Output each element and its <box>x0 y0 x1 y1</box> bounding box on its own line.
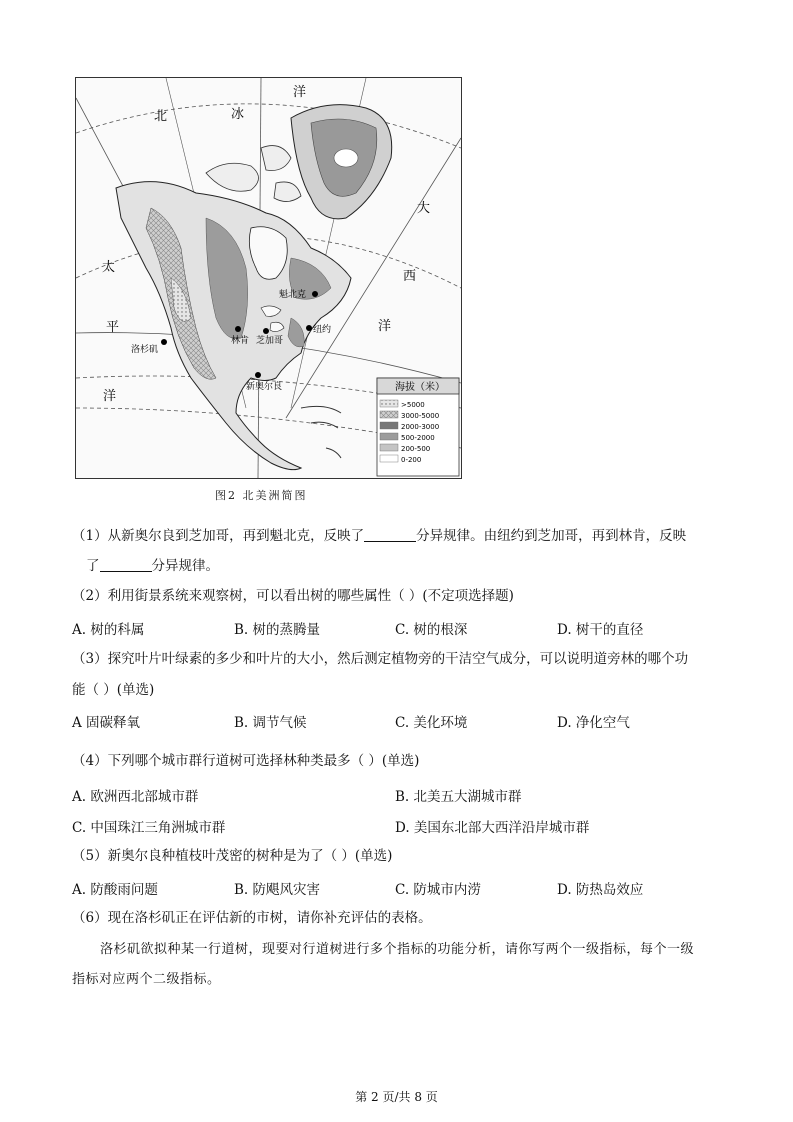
question-6-paragraph-line-1: 洛杉矶欲拟种某一行道树，现要对行道树进行多个指标的功能分析，请你写两个一级指标，每个一级 <box>100 942 695 957</box>
question-6-paragraph-line-2: 指标对应两个二级指标。 <box>72 972 221 987</box>
elevation-legend <box>377 378 459 476</box>
q5-option-c[interactable]: C. 防城市内涝 <box>395 882 481 898</box>
question-1-line-1 <box>72 526 686 546</box>
q3-option-d[interactable]: D. 净化空气 <box>557 715 630 731</box>
question-5-stem: （5）新奥尔良种植枝叶茂密的树种是为了（ ）(单选) <box>72 848 393 864</box>
legend-item: 500-2000 <box>401 434 435 442</box>
q2-option-d[interactable]: D. 树干的直径 <box>557 622 644 638</box>
city-marker-losangeles <box>161 339 167 345</box>
q5-option-b[interactable]: B. 防飓风灾害 <box>234 882 321 898</box>
q1-text-d: 分异规律。 <box>151 558 219 574</box>
legend-title: 海拔（米） <box>395 382 445 393</box>
question-2-stem: （2）利用街景系统来观察树，可以看出树的哪些属性（ ）(不定项选择题) <box>72 588 514 604</box>
question-1-line-2 <box>86 556 219 576</box>
q5-option-a[interactable]: A. 防酸雨问题 <box>72 882 158 898</box>
map-graphic <box>76 78 461 478</box>
ocean-label: 洋 <box>103 389 117 404</box>
q4-option-d[interactable]: D. 美国东北部大西洋沿岸城市群 <box>395 820 590 836</box>
q1-answer-blank-1[interactable] <box>364 527 416 542</box>
legend-item: 3000-5000 <box>401 412 440 420</box>
q5-option-d[interactable]: D. 防热岛效应 <box>557 882 644 898</box>
ocean-label: 大 <box>417 201 431 216</box>
q4-option-c[interactable]: C. 中国珠江三角洲城市群 <box>72 820 226 836</box>
legend-item: 0-200 <box>401 456 422 464</box>
city-label-neworleans: 新奥尔良 <box>246 382 283 392</box>
city-label-losangeles: 洛杉矶 <box>131 345 159 355</box>
q2-option-b[interactable]: B. 树的蒸腾量 <box>234 622 321 638</box>
ocean-label: 冰 <box>231 107 245 122</box>
q4-option-b[interactable]: B. 北美五大湖城市群 <box>395 789 522 805</box>
city-marker-neworleans <box>255 372 261 378</box>
q1-text-c: 了 <box>86 558 100 574</box>
q3-option-c[interactable]: C. 美化环境 <box>395 715 468 731</box>
ocean-label: 太 <box>102 260 116 275</box>
ocean-label: 平 <box>106 320 120 335</box>
city-label-lincoln: 林肯 <box>231 336 250 346</box>
legend-item: 2000-3000 <box>401 423 440 431</box>
ocean-label: 洋 <box>293 85 307 100</box>
q1-text-a: （1）从新奥尔良到芝加哥，再到魁北克，反映了 <box>72 528 365 544</box>
city-marker-newyork <box>306 325 312 331</box>
figure-caption: 图2 北美洲简图 <box>215 489 308 502</box>
legend-item: 200-500 <box>401 445 431 453</box>
q3-option-a[interactable]: A 固碳释氧 <box>72 715 141 731</box>
city-label-quebec: 魁北克 <box>279 290 307 300</box>
city-label-newyork: 纽约 <box>313 325 332 335</box>
ocean-label: 洋 <box>378 319 392 334</box>
north-america-map <box>75 77 462 479</box>
question-3-stem-line-2: 能（ ）(单选) <box>72 682 155 698</box>
city-marker-lincoln <box>235 326 241 332</box>
legend-item: >5000 <box>401 401 425 409</box>
ocean-label: 北 <box>154 109 168 124</box>
question-3-stem-line-1: （3）探究叶片叶绿素的多少和叶片的大小，然后测定植物旁的干洁空气成分，可以说明道旁林的哪个功 <box>72 651 689 667</box>
city-marker-chicago <box>263 328 269 334</box>
question-6-stem: （6）现在洛杉矶正在评估新的市树，请你补充评估的表格。 <box>72 910 432 926</box>
q1-text-b: 分异规律。由纽约到芝加哥，再到林肯，反映 <box>416 528 687 544</box>
page-footer: 第 2 页/共 8 页 <box>355 1090 438 1104</box>
ocean-label: 西 <box>403 269 417 284</box>
city-label-chicago: 芝加哥 <box>256 336 284 346</box>
q2-option-a[interactable]: A. 树的科属 <box>72 622 145 638</box>
q3-option-b[interactable]: B. 调节气候 <box>234 715 307 731</box>
q2-option-c[interactable]: C. 树的根深 <box>395 622 468 638</box>
question-4-stem: （4）下列哪个城市群行道树可选择林种类最多（ ）(单选) <box>72 753 420 769</box>
city-marker-quebec <box>312 291 318 297</box>
q4-option-a[interactable]: A. 欧洲西北部城市群 <box>72 789 199 805</box>
q1-answer-blank-2[interactable] <box>100 557 152 572</box>
